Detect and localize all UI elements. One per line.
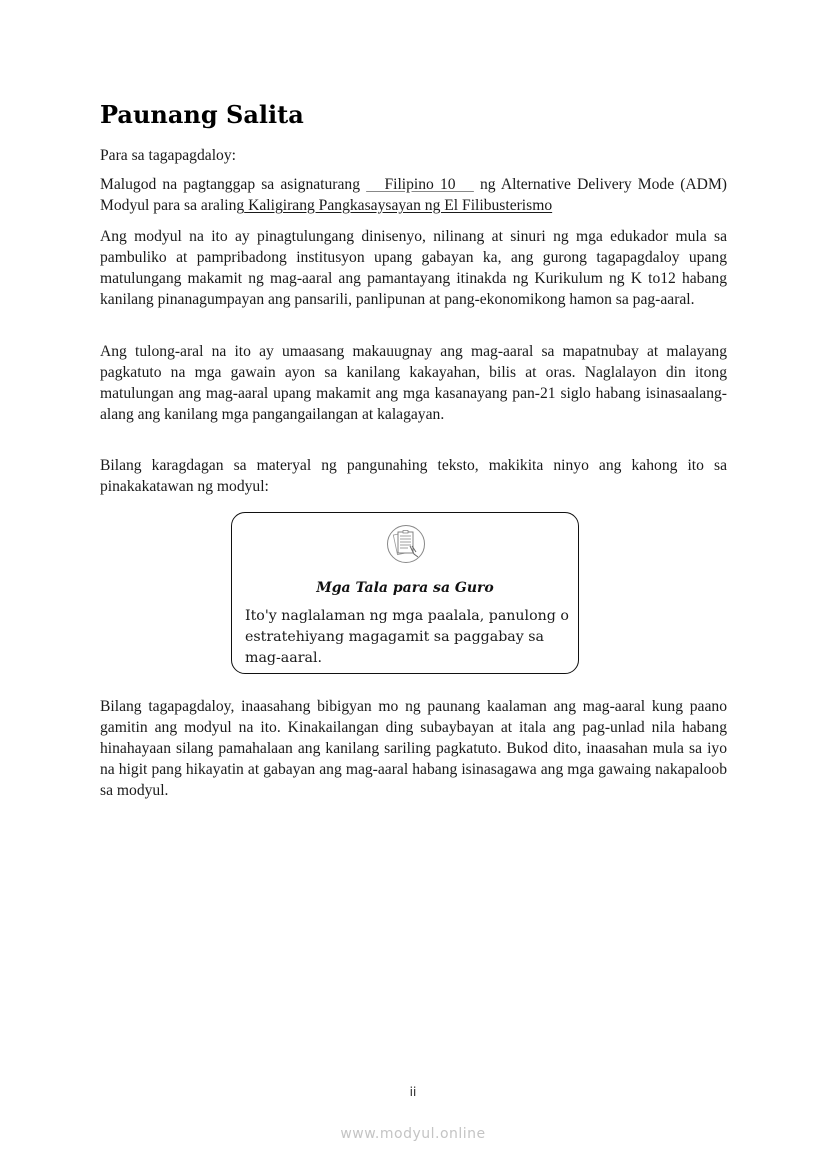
page-title: Paunang Salita	[100, 100, 304, 129]
closing-paragraph: Bilang tagapagdaloy, inaasahang bibigyan mo ng paunang kaalaman ang mag-aaral kung paano gamitin ang modyul na ito. Kinakailangan ding subaybayan at itala ang pag-unlad nila habang hinahayaan silang pamahalaan ang kanilang sariling pagkatuto. Bukod dito, inaasahan mula sa iyo na higit pang hikayatin at gabayan ang mag-aaral habang isinasagawa ang mga gawaing nakapaloob sa modyul.	[100, 698, 727, 799]
teacher-notes-box	[231, 512, 579, 674]
page-number: ii	[409, 1085, 417, 1099]
teacher-notes-title: Mga Tala para sa Guro	[316, 580, 494, 596]
watermark: www.modyul.online	[340, 1126, 486, 1142]
salutation: Para sa tagapagdaloy:	[100, 147, 236, 164]
subject-blank: Filipino 10	[366, 176, 474, 193]
welcome-text-start: Malugod na pagtanggap sa asignaturang	[100, 176, 367, 193]
paragraph-3: Bilang karagdagan sa materyal ng pangunahing teksto, makikita ninyo ang kahong ito sa pinakakatawan ng modyul:	[100, 457, 727, 495]
teacher-notes-icon	[386, 524, 426, 564]
paragraph-1: Ang modyul na ito ay pinagtulungang dinisenyo, nilinang at sinuri ng mga edukador mula sa pambuliko at pampribadong institusyon upang gabayan ka, ang gurong tagapagdaloy upang matulungang makamit ng mag-aaral ang pamantayang itinakda ng Kurikulum ng K to12 habang kanilang pinanagumpayan ang pansarili, panlipunan at pang-ekonomikong hamon sa pag-aaral.	[100, 228, 727, 308]
teacher-notes-text: Ito'y naglalaman ng mga paalala, panulong o estratehiyang magagamit sa paggabay sa mag-aaral.	[245, 608, 569, 666]
welcome-paragraph	[100, 174, 727, 216]
lesson-title: Kaligirang Pangkasaysayan ng El Filibusterismo	[244, 197, 553, 214]
welcome-text-middle: ng Alternative Delivery Mode (ADM) Modyul para sa araling	[100, 176, 728, 214]
paragraph-2: Ang tulong-aral na ito ay umaasang makauugnay ang mag-aaral sa mapatnubay at malayang pagkatuto na mga gawain ayon sa kanilang kakayahan, bilis at oras. Naglalayon din itong matulungan ang mag-aaral upang makamit ang mga kasanayang pan-21 siglo habang isinasaalang-alang ang kanilang mga pangangailangan at kalagayan.	[100, 343, 727, 423]
